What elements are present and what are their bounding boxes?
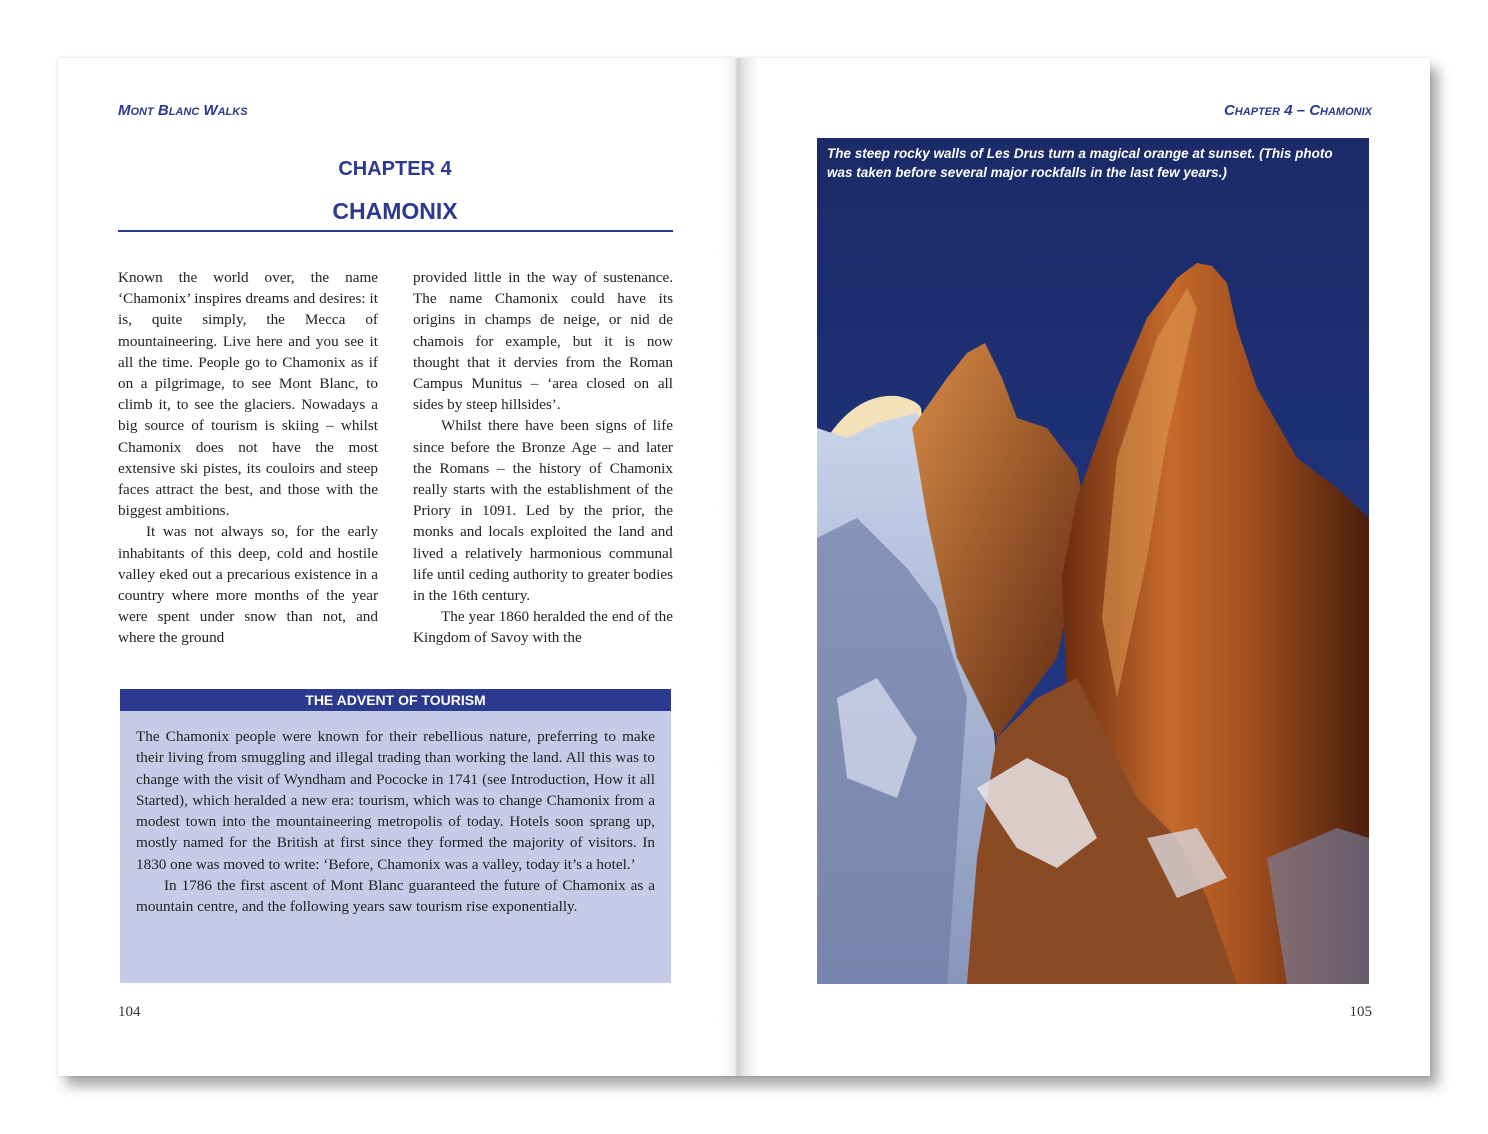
les-drus-illustration	[817, 138, 1369, 984]
page-number-left: 104	[118, 1004, 141, 1020]
paragraph: The year 1860 heralded the end of the Kingdom of Savoy with the	[413, 608, 673, 647]
book-spread	[58, 58, 1430, 1076]
running-head-left: Mont Blanc Walks	[118, 102, 248, 119]
sidebar-box-body	[120, 711, 671, 918]
paragraph: The Chamonix people were known for their rebellious nature, preferring to make their living from smuggling and illegal trading than working the land. All this was to change with the visit of Wyndham and Pococke in 1741 (see Introduction, How it all Started), which heralded a new era: tourism, which was to change Chamonix from a modest town into the mountaineering metropolis of today. Hotels soon sprang up, mostly named for the British at first since they formed the majority of visitors. In 1830 one was moved to write: ‘Before, Chamonix was a valley, today it’s a hotel.’	[136, 728, 655, 873]
sidebar-box-title: THE ADVENT OF TOURISM	[120, 689, 671, 711]
photo-caption: The steep rocky walls of Les Drus turn a magical orange at sunset. (This photo was taken before several major rockfalls in the last few years.)	[827, 146, 1333, 180]
sidebar-box-tourism	[120, 689, 671, 983]
paragraph: Whilst there have been signs of life since before the Bronze Age – and later the Romans – the history of Chamonix really starts with the establishment of the Priory in 1091. Led by the prior, the monks and locals exploited the land and lived a relatively harmonious communal life until ceding authority to greater bodies in the 16th century.	[413, 417, 673, 605]
chapter-title: CHAMONIX	[332, 198, 458, 224]
book-gutter	[718, 58, 758, 1076]
chapter-label: CHAPTER 4	[338, 158, 452, 180]
paragraph: It was not always so, for the early inhabitants of this deep, cold and hostile valley eked out a precarious existence in a country where more months of the year were spent under snow than not, and where the ground	[118, 523, 378, 647]
text-column-2	[413, 267, 673, 649]
text-column-1	[118, 267, 378, 649]
mountain-photo	[817, 138, 1369, 984]
title-rule	[118, 230, 673, 232]
page-number-right: 105	[1349, 1004, 1372, 1020]
paragraph: provided little in the way of sustenance. The name Chamonix could have its origins in champs de neige, or nid de chamois for example, but it is now thought that it dervies from the Roman Campus Munitus – ‘area closed on all sides by steep hillsides’.	[413, 269, 673, 414]
paragraph: Known the world over, the name ‘Chamonix’ inspires dreams and desires: it is, quite simply, the Mecca of mountaineering. Live here and you see it all the time. People go to Chamonix as if on a pilgrimage, to see Mont Blanc, to climb it, to see the glaciers. Nowadays a big source of tourism is skiing – whilst Chamonix does not have the most extensive ski pistes, its couloirs and steep faces attract the best, and those with the biggest ambitions.	[118, 269, 378, 520]
paragraph: In 1786 the first ascent of Mont Blanc guaranteed the future of Chamonix as a mountain centre, and the following years saw tourism rise exponentially.	[136, 877, 655, 916]
running-head-right: Chapter 4 – Chamonix	[1223, 102, 1372, 119]
